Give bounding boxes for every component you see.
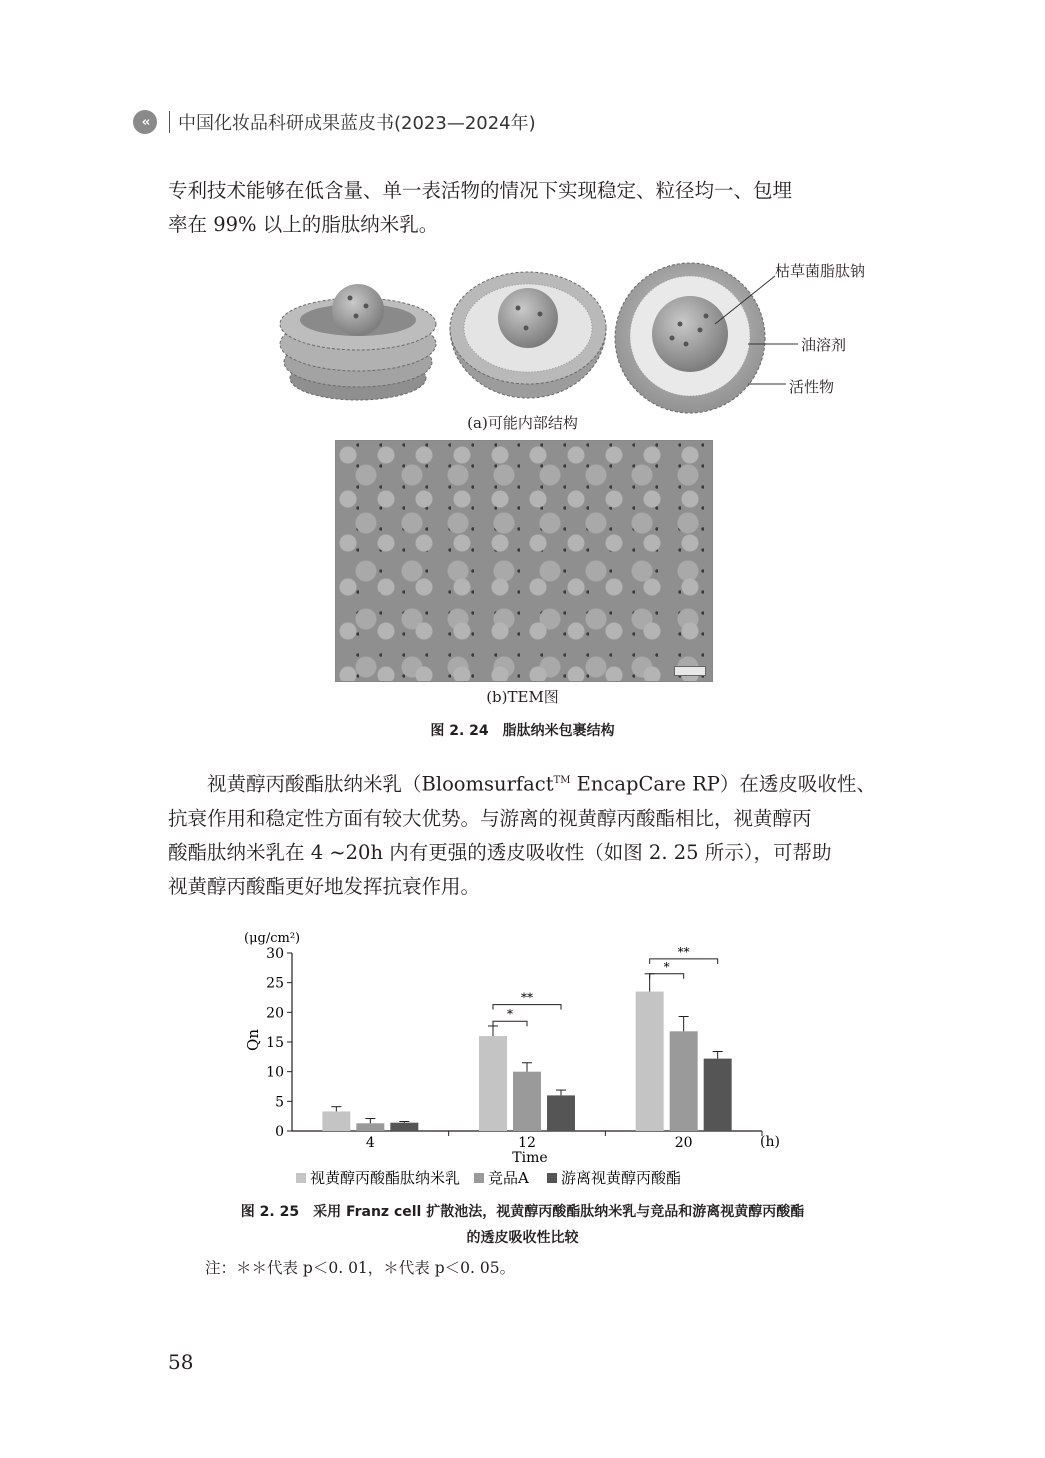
legend-label: 视黄醇丙酸酯肽纳米乳: [310, 1169, 461, 1187]
figure-2-25-title-line-2: 的透皮吸收性比较: [466, 1230, 579, 1246]
label-inner: 活性物: [789, 378, 835, 396]
legend-label: 竞品A: [488, 1169, 529, 1187]
significance-label: *: [507, 1007, 513, 1022]
bar: [390, 1123, 418, 1131]
bar: [356, 1123, 384, 1131]
y-tick-label: 30: [266, 946, 284, 962]
double-chevron-left-icon[interactable]: ‹‹: [133, 110, 157, 134]
scale-bar: [674, 666, 706, 676]
structure-middle: [450, 272, 606, 398]
x-axis-label: Time: [512, 1150, 548, 1166]
permeation-bar-chart: [230, 925, 810, 1190]
paragraph-2-line-2: 抗衰作用和稳定性方面有较大优势。与游离的视黄醇丙酸酯相比，视黄醇丙: [168, 806, 812, 830]
paragraph-2-line-1: [168, 764, 880, 802]
y-tick-label: 25: [266, 975, 284, 992]
y-tick-label: 20: [266, 1005, 284, 1022]
significance-bracket: [650, 959, 718, 964]
x-tick-label: 20: [674, 1135, 693, 1151]
bar: [513, 1072, 541, 1131]
bar: [322, 1111, 350, 1131]
legend-swatch: [296, 1173, 306, 1183]
legend-swatch: [547, 1173, 557, 1183]
significance-bracket: [650, 974, 684, 979]
y-tick-label: 5: [275, 1094, 284, 1111]
y-unit-label: (μg/cm²): [244, 931, 301, 946]
legend-swatch: [474, 1173, 484, 1183]
significance-bracket: [493, 1021, 527, 1026]
header-divider: [169, 111, 170, 133]
book-title: 中国化妆品科研成果蓝皮书(2023—2024年): [178, 113, 536, 134]
paragraph-2-line-1b: EncapCare RP）在透皮吸收性、: [570, 772, 876, 796]
significance-bracket: [493, 1005, 561, 1010]
label-middle: 油溶剂: [801, 336, 847, 354]
trademark-mark: TM: [553, 775, 571, 786]
paragraph-2: [168, 764, 880, 904]
paragraph-2-line-4: 视黄醇丙酸酯更好地发挥抗衰作用。: [168, 874, 481, 898]
y-tick-label: 0: [275, 1124, 284, 1140]
bar: [704, 1059, 732, 1131]
figure-2-25-title-line-1: 图 2. 25 采用 Franz cell 扩散池法，视黄醇丙酸酯肽纳米乳与竞品和游离视黄醇丙酸酯: [240, 1204, 805, 1220]
significance-note: 注：＊＊代表 p＜0. 01，＊代表 p＜0. 05。: [205, 1259, 516, 1277]
significance-label: **: [521, 990, 533, 1005]
bar: [670, 1031, 698, 1131]
paragraph-1-line-1: 专利技术能够在低含量、单一表活物的情况下实现稳定、粒径均一、包埋: [168, 179, 793, 202]
caption-a: (a)可能内部结构: [467, 414, 578, 432]
page-number: 58: [168, 1350, 194, 1374]
tem-micrograph: [335, 440, 713, 682]
nanoemulsion-structure-illustration: [270, 258, 910, 416]
legend-label: 游离视黄醇丙酸酯: [561, 1169, 682, 1187]
structure-left: [280, 284, 436, 400]
significance-label: *: [663, 959, 670, 974]
x-unit-label: (h): [760, 1134, 780, 1150]
label-outer: 枯草菌脂肽钠: [775, 262, 866, 280]
y-axis-label: Qn: [244, 1029, 262, 1051]
paragraph-1: [168, 174, 880, 242]
paragraph-2-line-1a: 视黄醇丙酸酯肽纳米乳（Bloomsurfact: [207, 772, 554, 796]
x-tick-label: 12: [518, 1135, 536, 1151]
paragraph-1-line-2: 率在 99% 以上的脂肽纳米乳。: [168, 213, 439, 236]
bar: [479, 1036, 507, 1131]
y-tick-label: 15: [266, 1035, 284, 1051]
significance-label: **: [677, 944, 690, 959]
paragraph-2-line-3: 酸酯肽纳米乳在 4 ~20h 内有更强的透皮吸收性（如图 2. 25 所示），可帮助: [168, 840, 832, 864]
running-header: [133, 106, 536, 138]
y-tick-label: 10: [266, 1064, 284, 1081]
bar: [547, 1095, 575, 1131]
caption-b: (b)TEM图: [486, 688, 559, 706]
figure-2-24-title: 图 2. 24 脂肽纳米包裹结构: [430, 723, 615, 739]
x-tick-label: 4: [365, 1135, 375, 1151]
bar: [636, 992, 664, 1131]
structure-right: [615, 263, 765, 413]
